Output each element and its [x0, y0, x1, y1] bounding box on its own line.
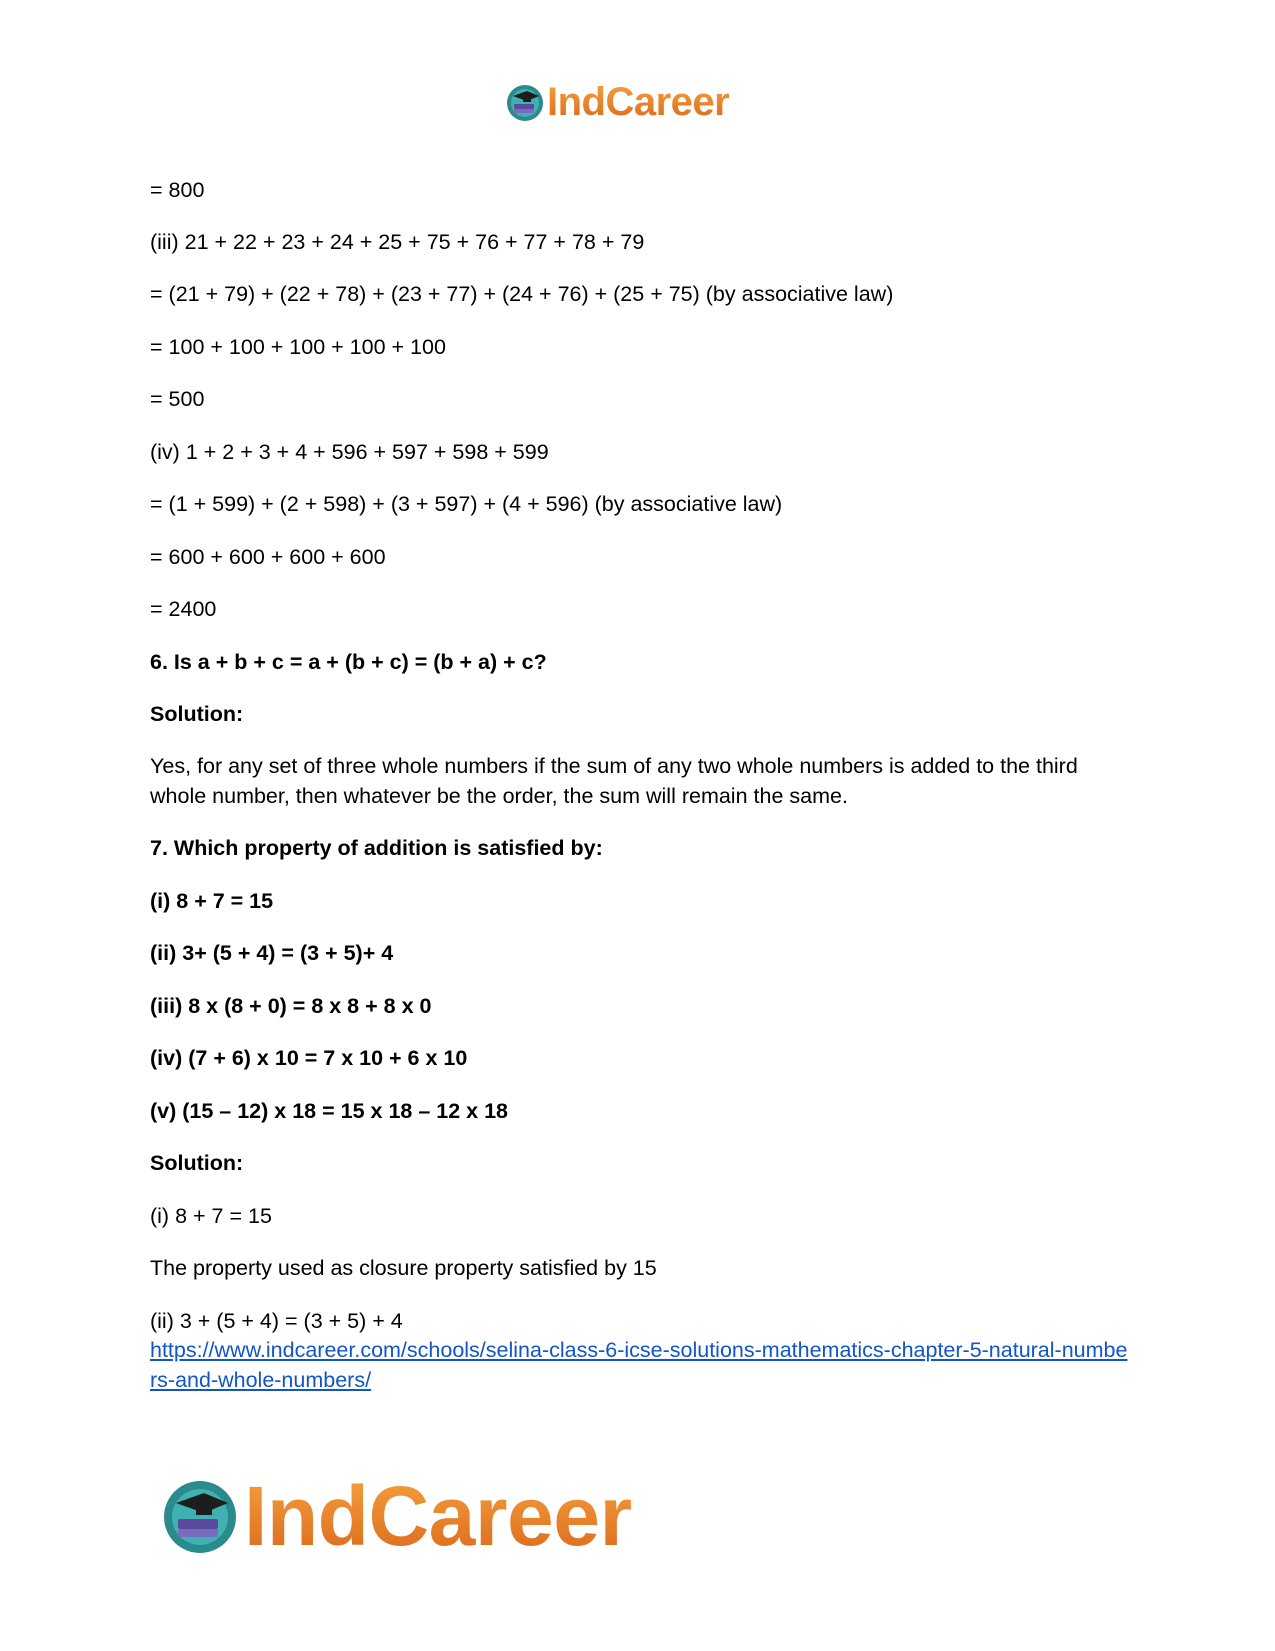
text-line: (i) 8 + 7 = 15 [150, 1204, 272, 1228]
question-part: (v) (15 – 12) x 18 = 15 x 18 – 12 x 18 [150, 1099, 508, 1123]
graduation-book-icon [505, 83, 545, 123]
answer-paragraph: Yes, for any set of three whole numbers if the sum of any two whole numbers is added to the third whole number, then whatever be the order, the sum will remain the same. [150, 754, 1078, 808]
header-logo [505, 80, 729, 125]
text-line: = 100 + 100 + 100 + 100 + 100 [150, 335, 446, 359]
graduation-book-icon [160, 1477, 240, 1557]
question-part: (ii) 3+ (5 + 4) = (3 + 5)+ 4 [150, 941, 394, 965]
footer-logo [160, 1468, 632, 1565]
logo-wordmark: IndCareer [547, 80, 730, 124]
text-line: = 500 [150, 387, 205, 411]
question-part: (iv) (7 + 6) x 10 = 7 x 10 + 6 x 10 [150, 1046, 468, 1070]
solution-label: Solution: [150, 1151, 244, 1175]
text-line: (iii) 21 + 22 + 23 + 24 + 25 + 75 + 76 + 77 + 78 + 79 [150, 230, 645, 254]
text-line: (ii) 3 + (5 + 4) = (3 + 5) + 4 [150, 1309, 403, 1333]
text-line: = 2400 [150, 597, 217, 621]
question-part: (i) 8 + 7 = 15 [150, 889, 274, 913]
text-line: = 800 [150, 178, 205, 202]
text-line: = 600 + 600 + 600 + 600 [150, 545, 386, 569]
question-part: (iii) 8 x (8 + 0) = 8 x 8 + 8 x 0 [150, 994, 432, 1018]
logo-wordmark: IndCareer [244, 1469, 632, 1563]
solution-label: Solution: [150, 702, 244, 726]
text-line: The property used as closure property satisfied by 15 [150, 1256, 657, 1280]
text-line: (iv) 1 + 2 + 3 + 4 + 596 + 597 + 598 + 599 [150, 440, 549, 464]
question-heading: 6. Is a + b + c = a + (b + c) = (b + a) + c? [150, 650, 547, 674]
source-link[interactable]: https://www.indcareer.com/schools/selina-class-6-icse-solutions-mathematics-chapter-5-natural-numbers-and-whole-numbers/ [150, 1338, 1128, 1392]
text-line: = (21 + 79) + (22 + 78) + (23 + 77) + (24 + 76) + (25 + 75) (by associative law) [150, 282, 894, 306]
question-heading: 7. Which property of addition is satisfied by: [150, 836, 603, 860]
text-line: = (1 + 599) + (2 + 598) + (3 + 597) + (4 + 596) (by associative law) [150, 492, 783, 516]
